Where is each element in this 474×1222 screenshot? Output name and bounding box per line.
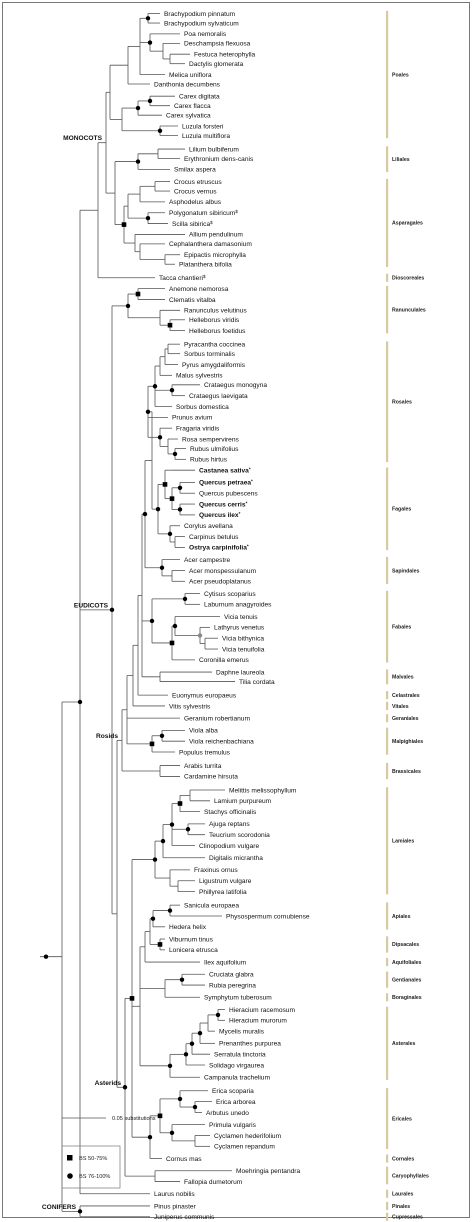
taxon-label: Lamium purpureum <box>214 798 272 806</box>
order-label: Malvales <box>392 674 414 681</box>
order-bar <box>386 557 388 584</box>
clade-label: CONIFERS <box>41 1203 76 1211</box>
taxon-footnote-mark: * <box>248 466 251 472</box>
taxon-label: Physospermum cornubiense <box>226 913 310 921</box>
clade-label: Asterids <box>94 1079 121 1087</box>
bs-76-100-marker <box>161 839 165 843</box>
order-bar <box>386 1088 388 1149</box>
taxon-label: Hedera helix <box>169 924 207 932</box>
taxon-label: Pyracantha coccinea <box>184 341 246 349</box>
order-label: Vitales <box>392 703 409 710</box>
order-bar <box>386 179 388 267</box>
taxon-label: Populus tremulus <box>179 749 230 757</box>
taxon-label: Lilium bulbiferum <box>189 146 239 154</box>
taxon-label: Cardamine hirsuta <box>184 773 238 781</box>
bs-76-100-marker <box>110 608 114 612</box>
taxon-label: Clinopodium vulgare <box>199 842 260 850</box>
taxon-label: Pinus pinaster <box>154 1203 196 1211</box>
bs-76-100-marker <box>148 1135 152 1139</box>
taxon-label: Phillyrea latifolia <box>199 888 247 896</box>
taxon-label: Moehringia pentandra <box>236 1168 301 1176</box>
order-label: Poales <box>392 72 409 79</box>
scale-label: 0.05 substitutions <box>112 1116 156 1122</box>
taxon-label: Quercus cerris* <box>199 500 248 509</box>
taxon-label: Hieracium murorum <box>229 1017 287 1025</box>
order-label: Rosales <box>392 399 412 406</box>
bs-76-100-marker <box>183 597 187 601</box>
taxon-label: Deschampsia flexuosa <box>184 40 251 48</box>
taxon-label: Crocus vernus <box>174 188 217 196</box>
order-bar <box>386 958 388 966</box>
taxon-label: Vitis sylvestris <box>169 703 211 711</box>
bs-76-100-marker <box>146 410 150 414</box>
bs-50-75-marker <box>122 222 127 227</box>
taxon-label: Poa nemoralis <box>184 31 227 39</box>
bs-76-100-marker <box>143 512 147 516</box>
taxon-label: Prenanthes purpurea <box>219 1040 281 1048</box>
taxon-label: Euonymus europaeus <box>172 692 237 700</box>
taxon-label: Erica arborea <box>216 1098 256 1106</box>
bs-76-100-marker <box>198 1031 202 1035</box>
order-label: Fagales <box>392 506 412 513</box>
bs-76-100-marker <box>178 507 182 511</box>
order-bar <box>386 467 388 550</box>
taxon-label: Fragaria viridis <box>176 425 220 433</box>
bs-76-100-marker <box>158 129 162 133</box>
taxon-label: Cornus mas <box>166 1155 202 1163</box>
bs-50-75-marker <box>158 942 163 947</box>
taxon-label: Juniperus communis <box>154 1214 215 1222</box>
taxon-label: Acer monspessulanum <box>189 567 257 575</box>
taxon-label: Helleborus viridis <box>189 317 240 325</box>
order-label: Malpighiales <box>392 738 424 745</box>
order-bar <box>386 714 388 722</box>
clade-label: Rosids <box>96 732 118 740</box>
bs-50-75-marker <box>130 996 135 1001</box>
bs-76-100-marker <box>160 734 164 738</box>
taxon-label: Crataegus laevigata <box>189 392 248 400</box>
bs-50-75-marker <box>136 292 141 297</box>
taxon-label: Hieracium racemosum <box>229 1006 295 1014</box>
bs-76-100-marker <box>193 1105 197 1109</box>
order-label: Laurales <box>392 1191 414 1198</box>
taxon-label: Stachys officinalis <box>204 808 257 816</box>
legend-square-icon <box>67 1155 73 1161</box>
order-label: Sapindales <box>392 568 420 575</box>
order-bar <box>386 972 388 988</box>
taxon-label: Viburnum tinus <box>169 936 213 944</box>
bs-76-100-marker <box>170 822 174 826</box>
taxon-label: Acer campestre <box>184 556 231 564</box>
order-bar <box>386 274 388 282</box>
taxon-label: Asphodelus albus <box>169 199 222 207</box>
bs-76-100-marker <box>170 388 174 392</box>
order-label: Celastrales <box>392 692 420 699</box>
order-bar <box>386 787 388 894</box>
order-label: Fabales <box>392 624 412 631</box>
taxon-footnote-mark: $ <box>235 209 238 215</box>
order-bar <box>386 1154 388 1162</box>
taxon-label: Vicia bithynica <box>222 635 265 643</box>
taxon-label: Prunus avium <box>172 414 213 422</box>
bs-76-100-marker <box>216 1013 220 1017</box>
bs-76-100-marker <box>184 1052 188 1056</box>
taxon-label: Vicia tenuis <box>224 613 258 621</box>
bs-50-75-marker <box>170 496 175 501</box>
bs-marker <box>198 633 202 637</box>
taxon-label: Acer pseudoplatanus <box>189 578 251 586</box>
taxon-label: Luzula forsteri <box>182 123 224 131</box>
legend-circle-icon <box>67 1173 73 1179</box>
order-bar <box>386 936 388 952</box>
order-label: Pinales <box>392 1203 411 1210</box>
order-label: Cupressales <box>392 1214 423 1221</box>
bs-76-100-marker <box>150 619 154 623</box>
taxon-label: Rubus hirtus <box>190 456 228 464</box>
taxon-label: Solidago virgaurea <box>209 1062 264 1070</box>
bs-76-100-marker <box>160 566 164 570</box>
bs-76-100-marker <box>190 1041 194 1045</box>
bs-50-75-marker <box>163 482 168 487</box>
order-label: Liliales <box>392 157 410 164</box>
order-bar <box>386 902 388 929</box>
order-bar <box>386 702 388 710</box>
legend-box <box>62 1146 120 1188</box>
taxon-label: Dactylis glomerata <box>189 60 244 68</box>
taxon-label: Quercus pubescens <box>199 490 258 498</box>
taxon-footnote-mark: * <box>251 478 253 484</box>
taxon-label: Platanthera bifolia <box>179 261 232 269</box>
taxon-label: Ostrya carpinifolia* <box>189 543 249 552</box>
bs-76-100-marker <box>178 486 182 490</box>
order-label: Apiales <box>392 913 411 920</box>
taxon-label: Malus sylvestris <box>176 372 223 380</box>
taxon-label: Clematis vitalba <box>169 296 216 304</box>
taxon-label: Campanula trachelium <box>204 1074 270 1082</box>
legend-label: BS 76-100% <box>79 1174 111 1180</box>
bs-76-100-marker <box>173 624 177 628</box>
order-bar <box>386 11 388 138</box>
taxon-label: Mycelis muralis <box>219 1028 265 1036</box>
taxon-label: Sanicula europaea <box>184 902 239 910</box>
bs-50-75-marker <box>170 641 175 646</box>
taxon-label: Geranium robertianum <box>184 715 250 723</box>
taxon-label: Primula vulgaris <box>209 1121 256 1129</box>
taxon-label: Luzula multiflora <box>182 132 231 140</box>
taxon-label: Quercus ilex* <box>199 511 241 520</box>
taxon-label: Fraxinus ornus <box>194 867 238 875</box>
taxon-label: Melica uniflora <box>169 71 212 79</box>
taxon-label: Melittis melissophyllum <box>229 787 297 795</box>
taxon-label: Viola reichenbachiana <box>189 738 254 746</box>
taxon-label: Rosa sempervirens <box>182 436 239 444</box>
taxon-label: Coronilla emerus <box>199 657 249 665</box>
bs-76-100-marker <box>78 700 82 704</box>
taxon-label: Lonicera etrusca <box>169 947 218 955</box>
order-bar <box>386 763 388 779</box>
taxon-label: Allium pendulinum <box>189 231 243 239</box>
taxon-label: Symphytum tuberosum <box>204 994 272 1002</box>
taxon-label: Daphne laureola <box>216 669 265 677</box>
taxon-footnote-mark: * <box>245 500 248 506</box>
order-label: Ranunculales <box>392 307 426 314</box>
bs-76-100-marker <box>78 1209 82 1213</box>
taxon-footnote-mark: $ <box>202 274 206 280</box>
bs-76-100-marker <box>168 908 172 912</box>
bs-76-100-marker <box>146 16 150 20</box>
taxon-label: Ranunculus velutinus <box>184 307 247 315</box>
taxon-label: Festuca heterophylla <box>194 51 256 59</box>
bs-76-100-marker <box>156 507 160 511</box>
bs-76-100-marker <box>123 1085 127 1089</box>
order-bar <box>386 1167 388 1185</box>
order-bar <box>386 1190 388 1198</box>
bs-76-100-marker <box>168 532 172 536</box>
taxon-label: Ilex aquifolium <box>204 959 247 967</box>
taxon-label: Laurus nobilis <box>154 1191 195 1199</box>
taxon-label: Carex digitata <box>179 93 220 101</box>
taxon-label: Rubus ulmifolius <box>190 445 239 453</box>
bs-76-100-marker <box>44 954 48 958</box>
bs-50-75-marker <box>178 801 183 806</box>
taxon-label: Cruciata glabra <box>209 971 254 979</box>
taxon-label: Quercus petraea* <box>199 478 253 487</box>
taxon-label: Sorbus torminalis <box>184 350 235 358</box>
taxon-label: Scilla sibirica$ <box>172 219 213 228</box>
bs-50-75-marker <box>150 742 155 747</box>
taxon-label: Erythronium dens-canis <box>184 155 254 163</box>
taxon-label: Anemone nemorosa <box>169 285 229 293</box>
bs-76-100-marker <box>180 977 184 981</box>
taxon-label: Ajuga reptans <box>209 821 250 829</box>
taxon-label: Crocus etruscus <box>174 178 222 186</box>
order-label: Lamiales <box>392 838 415 845</box>
order-label: Gentianales <box>392 977 422 984</box>
taxon-label: Arabis turrita <box>184 762 222 770</box>
taxon-footnote-mark: * <box>246 543 249 549</box>
taxon-label: Laburnum anagyroides <box>204 601 272 609</box>
order-label: Geraniales <box>392 715 419 722</box>
taxon-label: Smilax aspera <box>174 166 216 174</box>
order-bar <box>386 1007 388 1080</box>
taxon-label: Fallopia dumetorum <box>184 1178 243 1186</box>
bs-76-100-marker <box>158 435 162 439</box>
taxon-label: Vicia tenuifolia <box>222 646 265 654</box>
taxon-label: Castanea sativa* <box>199 466 251 475</box>
bs-76-100-marker <box>153 857 157 861</box>
bs-76-100-marker <box>126 304 130 308</box>
order-label: Caryophyllales <box>392 1173 429 1180</box>
taxon-label: Tilia cordata <box>239 678 275 686</box>
bs-76-100-marker <box>136 106 140 110</box>
taxon-label: Erica scoparia <box>212 1088 254 1096</box>
taxon-label: Carex sylvatica <box>166 112 211 120</box>
taxon-label: Sorbus domestica <box>176 403 229 411</box>
taxon-label: Cyclamen repandum <box>214 1143 275 1151</box>
taxon-label: Helleborus foetidus <box>189 327 246 335</box>
order-label: Cornales <box>392 1156 415 1163</box>
taxon-label: Danthonia decumbens <box>154 81 220 89</box>
taxon-label: Tacca chantieri$ <box>159 274 206 283</box>
order-bar <box>386 341 388 462</box>
order-bar <box>386 728 388 755</box>
bs-76-100-marker <box>151 916 155 920</box>
bs-76-100-marker <box>136 159 140 163</box>
taxon-label: Cytisus scoparius <box>204 590 256 598</box>
taxon-label: Ligustrum vulgare <box>199 878 252 886</box>
bs-76-100-marker <box>173 452 177 456</box>
taxon-footnote-mark: * <box>238 511 241 517</box>
taxon-label: Arbutus unedo <box>206 1109 249 1117</box>
bs-76-100-marker <box>148 99 152 103</box>
taxon-label: Lathyrus venetus <box>214 624 265 632</box>
taxon-label: Pyrus amygdaliformis <box>182 361 246 369</box>
order-bar <box>386 591 388 663</box>
order-label: Ericales <box>392 1116 412 1123</box>
taxon-label: Viola alba <box>189 727 218 735</box>
clade-label: MONOCOTS <box>63 135 102 143</box>
taxon-label: Carex flacca <box>174 102 211 110</box>
taxon-label: Rubia peregrina <box>209 982 256 990</box>
order-label: Asparagales <box>392 220 423 227</box>
taxon-label: Brachypodium pinnatum <box>164 10 236 18</box>
order-bar <box>386 669 388 684</box>
taxon-label: Serratula tinctoria <box>214 1051 266 1059</box>
bs-76-100-marker <box>178 1097 182 1101</box>
bs-76-100-marker <box>146 216 150 220</box>
clade-label: EUDICOTS <box>73 602 108 610</box>
order-label: Boraginales <box>392 995 422 1002</box>
bs-50-75-marker <box>158 1114 163 1119</box>
taxon-label: Corylus avellana <box>184 523 233 531</box>
bs-76-100-marker <box>168 1064 172 1068</box>
taxon-label: Polygonatum sibiricum$ <box>169 209 238 218</box>
taxon-label: Crataegus monogyna <box>204 382 268 390</box>
order-label: Brassicales <box>392 768 421 775</box>
order-label: Asterales <box>392 1041 416 1048</box>
bs-76-100-marker <box>153 384 157 388</box>
taxon-label: Digitalis micrantha <box>209 855 263 863</box>
order-bar <box>386 1202 388 1210</box>
taxon-label: Teucrium scorodonia <box>209 831 270 839</box>
bs-76-100-marker <box>170 1131 174 1135</box>
order-label: Dioscoreales <box>392 275 425 282</box>
bs-76-100-marker <box>186 827 190 831</box>
order-bar <box>386 691 388 699</box>
bs-50-75-marker <box>168 323 173 328</box>
order-bar <box>386 1213 388 1221</box>
taxon-label: Brachypodium sylvaticum <box>164 20 239 28</box>
legend-label: BS 50-75% <box>79 1156 108 1162</box>
taxon-label: Cyclamen hederifolium <box>214 1132 282 1140</box>
order-label: Dipsacales <box>392 942 420 949</box>
order-bar <box>386 146 388 172</box>
order-bar <box>386 286 388 333</box>
order-label: Aquifoliales <box>392 959 422 966</box>
taxon-footnote-mark: $ <box>210 219 213 225</box>
taxon-label: Cephalanthera damasonium <box>169 241 252 249</box>
taxon-label: Carpinus betulus <box>189 533 239 541</box>
taxon-label: Epipactis microphylla <box>184 252 246 260</box>
bs-76-100-marker <box>148 40 152 44</box>
order-bar <box>386 993 388 1001</box>
